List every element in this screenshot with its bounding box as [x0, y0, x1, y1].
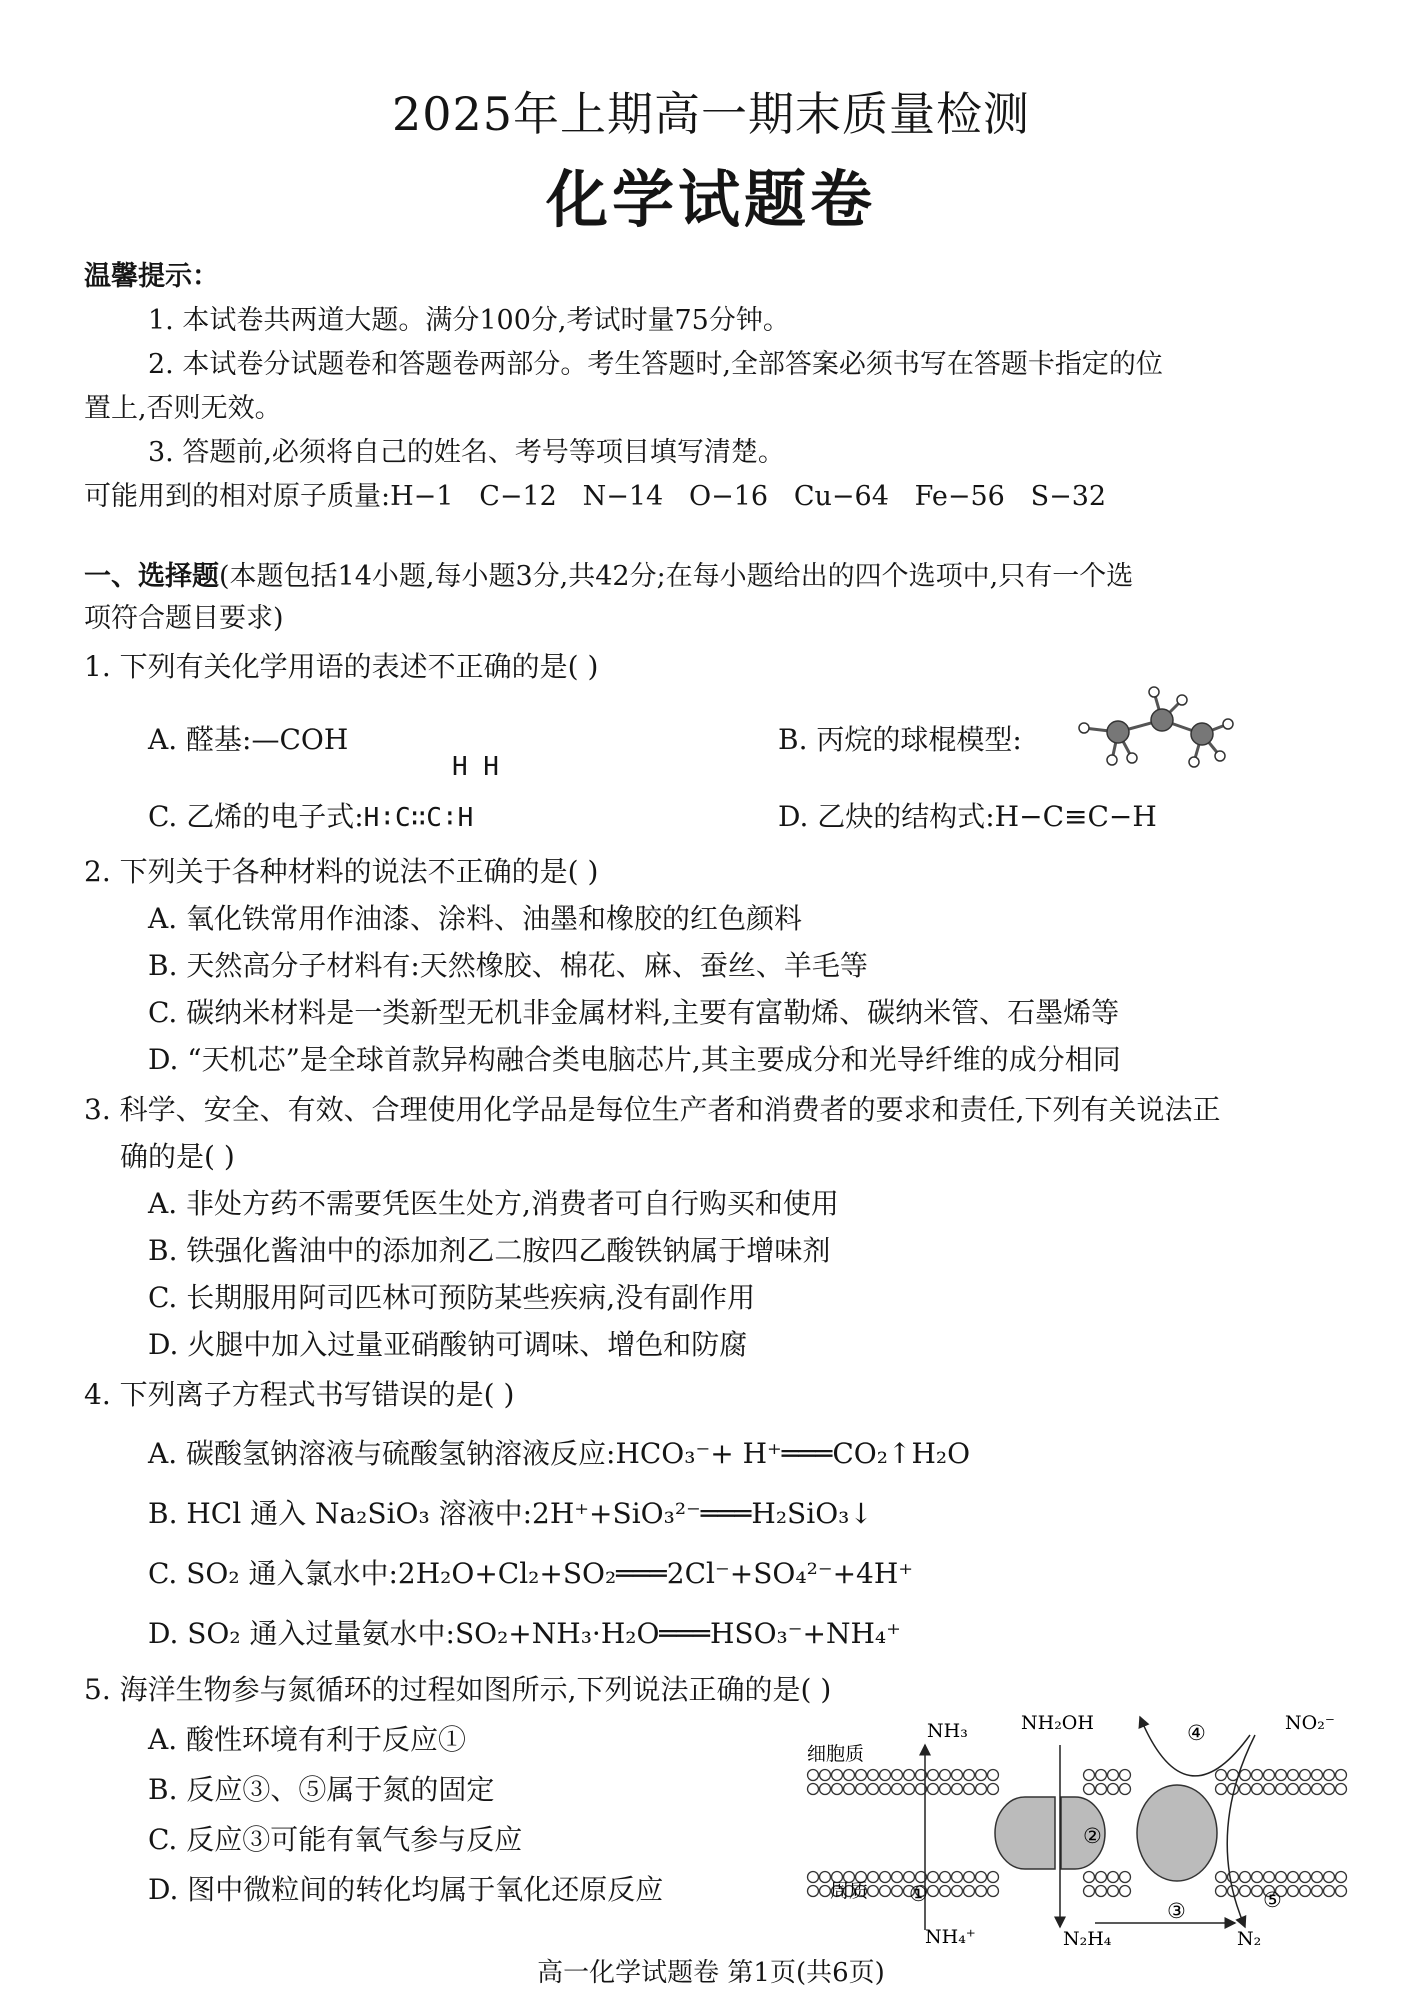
lipid-head: [952, 1784, 963, 1795]
lipid-head: [832, 1784, 843, 1795]
lipid-head: [964, 1872, 975, 1883]
q1-option-d: D. 乙炔的结构式:H−C≡C−H: [778, 800, 1157, 833]
q4-option-a: A. 碳酸氢钠溶液与硫酸氢钠溶液反应:HCO₃⁻+ H⁺═══CO₂↑H₂O: [148, 1437, 971, 1470]
q2-option-d: D. “天机芯”是全球首款异构融合类电脑芯片,其主要成分和光导纤维的成分相同: [148, 1043, 1121, 1076]
lipid-head: [1240, 1770, 1251, 1781]
lipid-head: [1096, 1784, 1107, 1795]
q3-stem-cont: 确的是( ): [120, 1140, 235, 1173]
lipid-head: [1084, 1886, 1095, 1897]
atomic-mass-h: H−1: [390, 481, 454, 512]
notice-item-3: 3. 答题前,必须将自己的姓名、考号等项目填写清楚。: [148, 437, 785, 468]
lipid-head: [820, 1770, 831, 1781]
lipid-head: [1276, 1872, 1287, 1883]
q5-option-d: D. 图中微粒间的转化均属于氧化还原反应: [148, 1873, 664, 1906]
lipid-head: [1252, 1784, 1263, 1795]
lipid-head: [1300, 1872, 1311, 1883]
lipid-head: [1120, 1784, 1131, 1795]
lipid-head: [1300, 1770, 1311, 1781]
lipid-head: [1240, 1886, 1251, 1897]
q3-stem: 3. 科学、安全、有效、合理使用化学品是每位生产者和消费者的要求和责任,下列有关说法正: [84, 1093, 1221, 1126]
lipid-head: [892, 1770, 903, 1781]
exam-subtitle: 化学试题卷: [545, 163, 876, 236]
lipid-head: [1324, 1886, 1335, 1897]
lipid-head: [928, 1770, 939, 1781]
exam-title: 2025年上期高一期末质量检测: [391, 87, 1031, 141]
q2-option-c: C. 碳纳米材料是一类新型无机非金属材料,主要有富勒烯、碳纳米管、石墨烯等: [148, 996, 1120, 1029]
lipid-head: [1108, 1784, 1119, 1795]
lipid-head: [904, 1784, 915, 1795]
lipid-head: [904, 1872, 915, 1883]
lipid-head: [1288, 1886, 1299, 1897]
propane-ball-stick-model: [1070, 680, 1240, 770]
arrow-reaction-5: [1227, 1735, 1255, 1927]
lipid-head: [1324, 1770, 1335, 1781]
page-footer: 高一化学试题卷 第1页(共6页): [537, 1958, 885, 1988]
lipid-head: [820, 1784, 831, 1795]
label-reaction-1: ①: [909, 1882, 928, 1906]
lipid-head: [1288, 1784, 1299, 1795]
lipid-head: [880, 1872, 891, 1883]
lipid-head: [1264, 1784, 1275, 1795]
lipid-head: [1252, 1886, 1263, 1897]
lipid-head: [1084, 1872, 1095, 1883]
section1-line1: [84, 558, 1133, 596]
q1-option-b: B. 丙烷的球棍模型:: [778, 723, 1022, 756]
lipid-head: [1252, 1872, 1263, 1883]
atomic-mass-c: C−12: [479, 481, 557, 512]
lipid-head: [832, 1770, 843, 1781]
lipid-head: [988, 1872, 999, 1883]
lipid-head: [964, 1770, 975, 1781]
lipid-head: [868, 1784, 879, 1795]
atomic-mass-s: S−32: [1030, 481, 1107, 512]
lipid-head: [1312, 1784, 1323, 1795]
lipid-head: [1108, 1770, 1119, 1781]
label-n2h4: N₂H₄: [1063, 1928, 1112, 1945]
q3-option-b: B. 铁强化酱油中的添加剂乙二胺四乙酸铁钠属于增味剂: [148, 1234, 831, 1267]
lipid-head: [1108, 1872, 1119, 1883]
lipid-head: [952, 1872, 963, 1883]
lipid-head: [1324, 1784, 1335, 1795]
lipid-head: [880, 1784, 891, 1795]
section1-heading: 一、选择题: [84, 561, 219, 592]
lipid-head: [940, 1770, 951, 1781]
q4-stem: 4. 下列离子方程式书写错误的是( ): [84, 1378, 515, 1411]
lipid-head: [1120, 1770, 1131, 1781]
lipid-head: [1096, 1886, 1107, 1897]
label-n2: N₂: [1237, 1928, 1262, 1945]
lipid-head: [1216, 1872, 1227, 1883]
lipid-head: [1084, 1784, 1095, 1795]
lipid-head: [964, 1784, 975, 1795]
lipid-head: [1336, 1886, 1347, 1897]
lipid-head: [808, 1872, 819, 1883]
lipid-head: [976, 1886, 987, 1897]
q1-option-a: A. 醛基:—COH: [148, 723, 349, 756]
lipid-head: [856, 1770, 867, 1781]
enzyme-left-half: [995, 1797, 1055, 1869]
lipid-head: [928, 1872, 939, 1883]
lipid-head: [1300, 1886, 1311, 1897]
q5-option-a: A. 酸性环境有利于反应①: [148, 1723, 467, 1756]
label-periplasm: 周质: [830, 1880, 869, 1902]
q1-ethylene-top-h: H H: [452, 752, 499, 782]
lipid-head: [988, 1770, 999, 1781]
lipid-head: [808, 1784, 819, 1795]
q2-option-a: A. 氧化铁常用作油漆、涂料、油墨和橡胶的红色颜料: [148, 902, 803, 935]
q1-option-c: [148, 795, 473, 835]
notice-item-2-cont: 置上,否则无效。: [84, 393, 282, 424]
lipid-head: [820, 1886, 831, 1897]
label-reaction-4: ④: [1187, 1721, 1206, 1745]
atomic-mass-cu: Cu−64: [793, 481, 889, 512]
lipid-head: [1120, 1886, 1131, 1897]
atomic-mass-fe: Fe−56: [914, 481, 1005, 512]
section1-desc-cont: 项符合题目要求): [84, 603, 284, 634]
lipid-head: [988, 1886, 999, 1897]
atomic-mass-label: 可能用到的相对原子质量:: [84, 481, 391, 512]
q2-stem: 2. 下列关于各种材料的说法不正确的是( ): [84, 855, 599, 888]
lipid-head: [1276, 1770, 1287, 1781]
notice-item-1: 1. 本试卷共两道大题。满分100分,考试时量75分钟。: [148, 305, 790, 336]
q3-option-d: D. 火腿中加入过量亚硝酸钠可调味、增色和防腐: [148, 1328, 748, 1361]
lipid-head: [808, 1886, 819, 1897]
label-nh4: NH₄⁺: [925, 1926, 976, 1945]
q2-option-b: B. 天然高分子材料有:天然橡胶、棉花、麻、蚕丝、羊毛等: [148, 949, 868, 982]
q3-option-a: A. 非处方药不需要凭医生处方,消费者可自行购买和使用: [148, 1187, 839, 1220]
lipid-head: [976, 1770, 987, 1781]
lipid-head: [1108, 1886, 1119, 1897]
q4-option-b: B. HCl 通入 Na₂SiO₃ 溶液中:2H⁺+SiO₃²⁻═══H₂SiO₃↓: [148, 1497, 873, 1530]
lipid-head: [952, 1770, 963, 1781]
lipid-head: [1324, 1872, 1335, 1883]
lipid-head: [1216, 1886, 1227, 1897]
label-reaction-5: ⑤: [1263, 1888, 1282, 1912]
q1-ethylene-formula: H∶C∷C∶H: [363, 803, 474, 833]
lipid-head: [1216, 1770, 1227, 1781]
lipid-head: [1264, 1872, 1275, 1883]
lipid-head: [940, 1886, 951, 1897]
lipid-head: [892, 1886, 903, 1897]
lipid-head: [1264, 1770, 1275, 1781]
lipid-head: [868, 1872, 879, 1883]
lipid-head: [988, 1784, 999, 1795]
lipid-head: [964, 1886, 975, 1897]
lipid-head: [1300, 1784, 1311, 1795]
lipid-head: [1096, 1770, 1107, 1781]
lipid-head: [1312, 1770, 1323, 1781]
lipid-head: [868, 1770, 879, 1781]
label-reaction-2: ②: [1083, 1824, 1102, 1848]
lipid-head: [808, 1770, 819, 1781]
lipid-head: [880, 1770, 891, 1781]
lipid-head: [1240, 1872, 1251, 1883]
lipid-head: [940, 1784, 951, 1795]
label-nh3: NH₃: [927, 1720, 968, 1742]
atomic-mass-line: [84, 478, 1106, 516]
label-reaction-3: ③: [1167, 1899, 1186, 1923]
q5-option-b: B. 反应③、⑤属于氮的固定: [148, 1773, 495, 1806]
section1-desc: (本题包括14小题,每小题3分,共42分;在每小题给出的四个选项中,只有一个选: [219, 561, 1134, 592]
lipid-head: [1336, 1770, 1347, 1781]
label-nh2oh: NH₂OH: [1021, 1712, 1094, 1734]
nitrogen-cycle-diagram: [805, 1705, 1350, 1945]
lipid-head: [1216, 1784, 1227, 1795]
lipid-head: [952, 1886, 963, 1897]
lipid-head: [976, 1872, 987, 1883]
q1-option-c-label: C. 乙烯的电子式:: [148, 800, 364, 833]
lipid-head: [1096, 1872, 1107, 1883]
lipid-head: [1312, 1886, 1323, 1897]
lipid-head: [1240, 1784, 1251, 1795]
lipid-head: [928, 1784, 939, 1795]
q4-option-d: D. SO₂ 通入过量氨水中:SO₂+NH₃·H₂O═══HSO₃⁻+NH₄⁺: [148, 1617, 901, 1650]
q3-option-c: C. 长期服用阿司匹林可预防某些疾病,没有副作用: [148, 1281, 756, 1314]
notice-item-2: 2. 本试卷分试题卷和答题卷两部分。考生答题时,全部答案必须书写在答题卡指定的位: [148, 349, 1163, 380]
lipid-head: [868, 1886, 879, 1897]
lipid-head: [880, 1886, 891, 1897]
lipid-head: [928, 1886, 939, 1897]
lipid-head: [844, 1784, 855, 1795]
lipid-head: [976, 1784, 987, 1795]
q1-stem: 1. 下列有关化学用语的表述不正确的是( ): [84, 650, 599, 683]
enzyme-round: [1137, 1785, 1217, 1881]
lipid-head: [1336, 1872, 1347, 1883]
q5-stem: 5. 海洋生物参与氮循环的过程如图所示,下列说法正确的是( ): [84, 1673, 832, 1706]
lipid-head: [892, 1784, 903, 1795]
lipid-head: [940, 1872, 951, 1883]
label-cytoplasm: 细胞质: [807, 1743, 865, 1765]
lipid-head: [892, 1872, 903, 1883]
lipid-head: [1252, 1770, 1263, 1781]
q5-option-c: C. 反应③可能有氧气参与反应: [148, 1823, 523, 1856]
atomic-mass-n: N−14: [582, 481, 664, 512]
lipid-head: [1120, 1872, 1131, 1883]
lipid-head: [1084, 1770, 1095, 1781]
atomic-mass-o: O−16: [688, 481, 769, 512]
lipid-head: [844, 1770, 855, 1781]
lipid-head: [904, 1770, 915, 1781]
lipid-head: [1288, 1770, 1299, 1781]
lipid-head: [1276, 1784, 1287, 1795]
label-no2: NO₂⁻: [1285, 1712, 1335, 1734]
lipid-head: [856, 1784, 867, 1795]
notice-heading: 温馨提示：: [84, 261, 219, 292]
lipid-head: [820, 1872, 831, 1883]
q4-option-c: C. SO₂ 通入氯水中:2H₂O+Cl₂+SO₂═══2Cl⁻+SO₄²⁻+4H⁺: [148, 1557, 914, 1590]
lipid-head: [1312, 1872, 1323, 1883]
lipid-head: [1288, 1872, 1299, 1883]
lipid-head: [1336, 1784, 1347, 1795]
